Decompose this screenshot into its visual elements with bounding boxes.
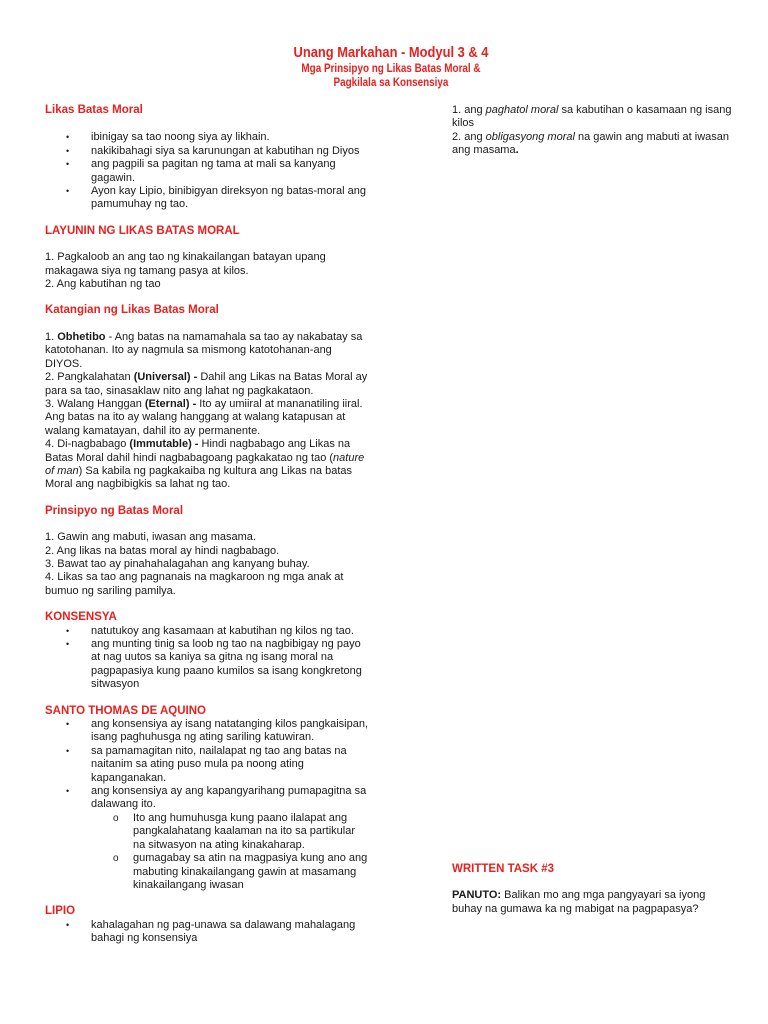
- prinsipyo-item: 4. Likas sa tao ang pagnanais na magkaroon ng mga anak at bumuo ng sariling pamilya.: [45, 571, 344, 597]
- written-task-heading: WRITTEN TASK #3: [452, 863, 555, 875]
- section-heading-lipio: LIPIO: [45, 905, 76, 918]
- katangian-term: (Immutable) -: [129, 438, 199, 451]
- katangian-term: (Universal) -: [133, 371, 198, 384]
- lipio-list: [45, 919, 370, 946]
- likas-batas-moral-list: [45, 131, 370, 211]
- katangian-item-3: 3. Walang Hanggan (Eternal) - Ito ay umiiral at mananatiling iiral. Ang batas na ito ay walang hanggang at walang katapusan at walang kamatayan, dahil ito ay permanente.: [45, 397, 363, 437]
- layunin-item: 1. Pagkaloob an ang tao ng kinakailangan batayan upang makagawa siya ng tamang pasya at kilos.: [45, 251, 326, 277]
- section-heading-konsensya: KONSENSYA: [45, 611, 117, 624]
- katangian-term: Obhetibo: [57, 330, 106, 343]
- section-heading-thomas: SANTO THOMAS DE AQUINO: [45, 704, 207, 717]
- layunin-item: 2. Ang kabutihan ng tao: [45, 278, 161, 291]
- document-subtitle-line-2: Pagkilala sa Konsensiya: [333, 77, 449, 89]
- katangian-term: (Eternal) -: [144, 397, 197, 410]
- list-item: • nakikibahagi siya sa karunungan at kabutihan ng Diyos: [45, 145, 370, 158]
- document-header: [0, 44, 768, 90]
- katangian-item-4: 4. Di-nagbabago (Immutable) - Hindi nagbabago ang Likas na Batas Moral dahil hindi nagbabagoang pagkakatao ng tao (nature of man) Sa kabila ng pagkakaiba ng kultura ang Likas na batas Moral ang nagbibigkis sa lahat ng tao.: [45, 438, 365, 491]
- katangian-item-2: 2. Pangkalahatan (Universal) - Dahil ang Likas na Batas Moral ay para sa tao, sinasaklaw nito ang lahat ng pagkakataon.: [45, 371, 368, 397]
- left-column: [45, 104, 370, 946]
- right-column: [452, 104, 732, 158]
- prinsipyo-item: 3. Bawat tao ay pinahahalagahan ang kanyang buhay.: [45, 557, 310, 570]
- konsensiya-part-1: 1. ang paghatol moral sa kabutihan o kasamaan ng isang kilos: [452, 104, 732, 130]
- section-heading-layunin: LAYUNIN NG LIKAS BATAS MORAL: [45, 224, 240, 237]
- list-item: • ang konsensiya ay ang kapangyarihang pumapagitna sa dalawang ito.: [45, 785, 370, 812]
- sub-list-item: o gumagabay sa atin na magpasiya kung ano ang mabuting kinakailangang gawin at masamang kinakailangang iwasan: [45, 852, 370, 892]
- konsensya-list: [45, 625, 370, 692]
- thomas-list: [45, 718, 370, 812]
- list-item: • ibinigay sa tao noong siya ay likhain.: [45, 131, 370, 144]
- section-heading-likas-batas-moral: Likas Batas Moral: [45, 104, 143, 116]
- written-task-section: [452, 863, 732, 916]
- list-item: • Ayon kay Lipio, binibigyan direksyon ng batas-moral ang pamumuhay ng tao.: [45, 185, 370, 212]
- list-item: • ang konsensiya ay isang natatanging kilos pangkaisipan, isang paghuhusga ng ating sariling katuwiran.: [45, 718, 370, 745]
- konsensiya-part-2: 2. ang obligasyong moral na gawin ang mabuti at iwasan ang masama.: [452, 130, 730, 157]
- document-subtitle-line-1: Mga Prinsipyo ng Likas Batas Moral &: [301, 63, 481, 75]
- list-item: • ang munting tinig sa loob ng tao na nagbibigay ng payo at nag uutos sa kaniya sa gitna ng isang moral na pagpapasiya kung paano kumilos sa isang kongkretong sitwasyon: [45, 638, 370, 692]
- list-item: • kahalagahan ng pag-unawa sa dalawang mahalagang bahagi ng konsensiya: [45, 919, 370, 946]
- sub-list-item: o Ito ang humuhusga kung paano ilalapat ang pangkalahatang kaalaman na ito sa partikular na sitwasyon na ating kinakaharap.: [45, 812, 370, 852]
- section-heading-prinsipyo: Prinsipyo ng Batas Moral: [45, 504, 184, 517]
- prinsipyo-item: 2. Ang likas na batas moral ay hindi nagbabago.: [45, 544, 280, 557]
- panuto-text: PANUTO: Balikan mo ang mga pangyayari sa iyong buhay na gumawa ka ng mabigat na pagpapasya?: [452, 889, 706, 915]
- katangian-item-1: 1. Obhetibo - Ang batas na namamahala sa tao ay nakabatay sa katotohanan. Ito ay nagmula sa mismong katotohanan-ang DIYOS.: [45, 330, 363, 370]
- document-title: Unang Markahan - Modyul 3 & 4: [293, 44, 489, 61]
- prinsipyo-item: 1. Gawin ang mabuti, iwasan ang masama.: [45, 531, 256, 544]
- list-item: • natutukoy ang kasamaan at kabutihan ng kilos ng tao.: [45, 625, 370, 638]
- panuto-label: PANUTO:: [452, 889, 502, 902]
- list-item: • ang pagpili sa pagitan ng tama at mali sa kanyang gagawin.: [45, 158, 370, 185]
- section-heading-katangian: Katangian ng Likas Batas Moral: [45, 304, 219, 317]
- list-item: • sa pamamagitan nito, nailalapat ng tao ang batas na naitanim sa ating puso mula pa noong ating kapanganakan.: [45, 745, 370, 785]
- thomas-sublist: [45, 812, 370, 892]
